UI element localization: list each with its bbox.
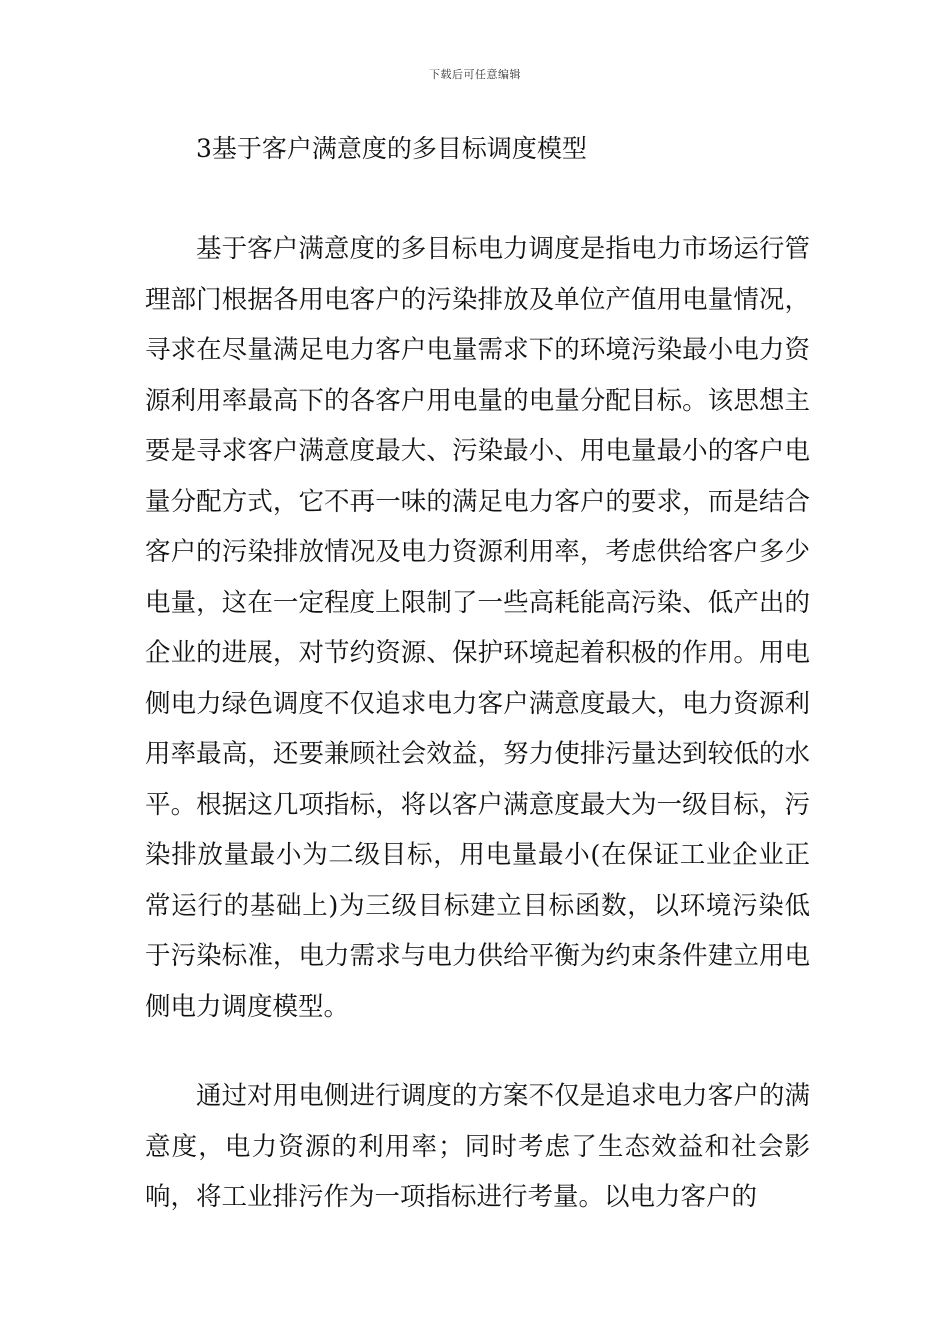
page-header-note: 下载后可任意编辑 [429, 68, 521, 81]
section-title: 3基于客户满意度的多目标调度模型 [196, 134, 587, 163]
body-paragraph-1: 基于客户满意度的多目标电力调度是指电力市场运行管理部门根据各用电客户的污染排放及单位产值用电量情况，寻求在尽量满足电力客户电量需求下的环境污染最小电力资源利用率最高下的各客户用电量的电量分配目标。该思想主要是寻求客户满意度最大、污染最小、用电量最小的客户电量分配方式，它不再一味的满足电力客户的要求，而是结合客户的污染排放情况及电力资源利用率，考虑供给客户多少电量，这在一定程度上限制了一些高耗能高污染、低产出的企业的进展，对节约资源、保护环境起着积极的作用。用电侧电力绿色调度不仅追求电力客户满意度最大，电力资源利用率最高，还要兼顾社会效益，努力使排污量达到较低的水平。根据这几项指标，将以客户满意度最大为一级目标，污染排放量最小为二级目标，用电量最小(在保证工业企业正常运行的基础上)为三级目标建立目标函数，以环境污染低于污染标准，电力需求与电力供给平衡为约束条件建立用电侧电力调度模型。 [145, 234, 810, 1022]
body-paragraph-2: 通过对用电侧进行调度的方案不仅是追求电力客户的满意度，电力资源的利用率；同时考虑了生态效益和社会影响，将工业排污作为一项指标进行考量。以电力客户的 [145, 1081, 810, 1212]
